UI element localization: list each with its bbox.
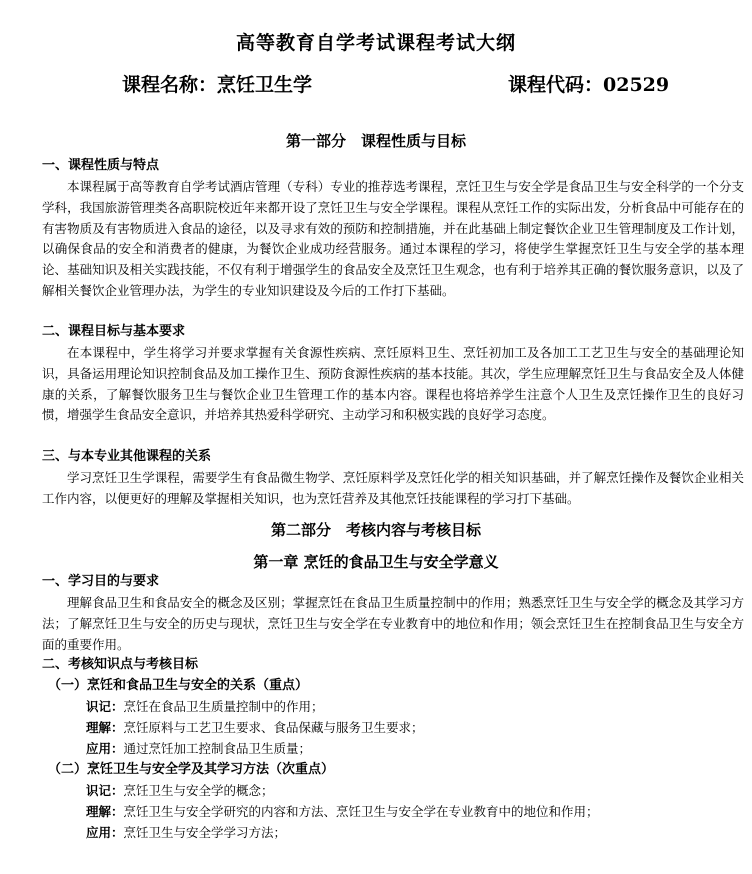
item-label: 识记： <box>86 699 124 714</box>
section-heading: 一、学习目的与要求 <box>42 574 160 589</box>
part1-title: 第一部分 课程性质与目标 <box>285 132 466 150</box>
item-label: 理解： <box>86 804 124 819</box>
course-name: 课程名称：烹饪卫生学 <box>122 74 313 96</box>
item-label: 应用： <box>86 825 124 840</box>
list-item <box>86 823 286 843</box>
item-text: 烹饪原料与工艺卫生要求、食品保藏与服务卫生要求； <box>123 720 424 735</box>
item-label: 识记： <box>86 783 124 798</box>
section-body: 本课程属于高等教育自学考试酒店管理（专科）专业的推荐选考课程，烹饪卫生与安全学是食品卫生与安全科学的一个分支学科，我国旅游管理类各高职院校近年来都开设了烹饪卫生与安全学课程。课程从烹饪工作的实际出发，分析食品中可能存在的有害物质及有害物质进入食品的途径，以及寻求有效的预防和控制措施，并在此基础上制定餐饮企业卫生管理制度及工作计划，以确保食品的安全和消费者的健康，为餐饮企业成功经营服务。通过本课程的学习，将使学生掌握烹饪卫生与安全学的基本理论、基础知识及相关实践技能，不仅有利于增强学生的食品安全及烹饪卫生观念，也有利于培养其正确的餐饮服务意识，以及了解相关餐饮企业管理办法，为学生的专业知识建设及今后的工作打下基础。 <box>42 179 744 298</box>
section-heading: 一、课程性质与特点 <box>42 158 160 173</box>
chapter1-title: 第一章 烹饪的食品卫生与安全学意义 <box>253 553 499 571</box>
section-heading: 二、考核知识点与考核目标 <box>42 657 199 672</box>
item-text: 通过烹饪加工控制食品卫生质量； <box>123 741 312 756</box>
item-text: 烹饪卫生与安全学学习方法； <box>123 825 287 840</box>
section-body: 在本课程中，学生将学习并要求掌握有关食源性疾病、烹饪原料卫生、烹饪初加工及各加工工艺卫生与安全的基础理论知识，具备运用理论知识控制食品及加工操作卫生、预防食源性疾病的基本技能。其次，学生应理解烹饪卫生与食品安全及人体健康的关系，了解餐饮服务卫生与餐饮企业卫生管理工作的基本内容。课程也将培养学生注意个人卫生及烹饪操作卫生的良好习惯，增强学生食品安全意识，并培养其热爱科学研究、主动学习和积极实践的良好学习态度。 <box>42 345 744 423</box>
list-item <box>86 802 599 822</box>
item-text: 烹饪卫生与安全学研究的内容和方法、烹饪卫生与安全学在专业教育中的地位和作用； <box>123 804 599 819</box>
list-item <box>86 697 324 717</box>
section-heading: 二、课程目标与基本要求 <box>42 324 186 339</box>
section-heading: 三、与本专业其他课程的关系 <box>42 449 212 464</box>
subsection-heading: （二）烹饪卫生与安全学及其学习方法（次重点） <box>48 762 335 777</box>
document-title: 高等教育自学考试课程考试大纲 <box>235 32 516 54</box>
item-text: 烹饪卫生与安全学的概念； <box>123 783 274 798</box>
list-item <box>86 739 311 759</box>
section-body: 理解食品卫生和食品安全的概念及区别；掌握烹饪在食品卫生质量控制中的作用；熟悉烹饪卫生与安全学的概念及其学习方法；了解烹饪卫生与安全的历史与现状，烹饪卫生与安全学在专业教育中的地位和作用；领会烹饪卫生在控制食品卫生与安全方面的重要作用。 <box>42 595 744 652</box>
section-body: 学习烹饪卫生学课程，需要学生有食品微生物学、烹饪原料学及烹饪化学的相关知识基础，并了解烹饪操作及餐饮企业相关工作内容，以便更好的理解及掌握相关知识，也为烹饪营养及其他烹饪技能课程的学习打下基础。 <box>42 470 744 506</box>
item-label: 理解： <box>86 720 124 735</box>
list-item <box>86 781 274 801</box>
part2-title: 第二部分 考核内容与考核目标 <box>270 521 481 539</box>
subsection-heading: （一）烹饪和食品卫生与安全的关系（重点） <box>48 678 309 693</box>
item-text: 烹饪在食品卫生质量控制中的作用； <box>123 699 324 714</box>
list-item <box>86 718 424 738</box>
course-info-line <box>0 70 752 100</box>
item-label: 应用： <box>86 741 124 756</box>
course-code: 课程代码：02529 <box>508 74 670 96</box>
